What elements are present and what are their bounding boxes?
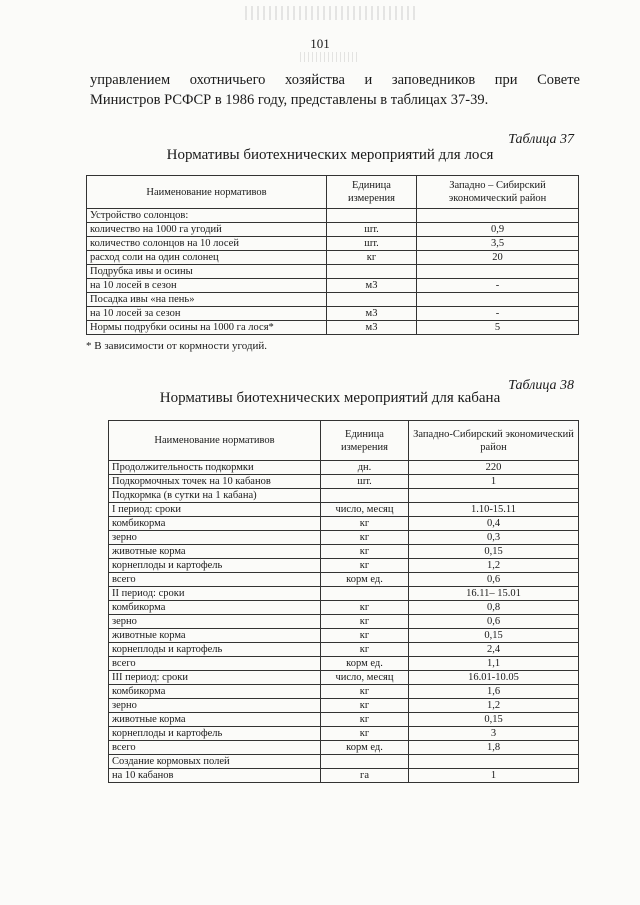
cell-unit: кг <box>321 559 409 573</box>
cell-unit: кг <box>321 615 409 629</box>
cell-unit <box>321 587 409 601</box>
cell-value <box>409 489 579 503</box>
cell-name: животные корма <box>109 629 321 643</box>
cell-name: корнеплоды и картофель <box>109 643 321 657</box>
column-header-unit: Единица измерения <box>327 176 417 209</box>
cell-name: III период: сроки <box>109 671 321 685</box>
cell-unit: кг <box>321 699 409 713</box>
table-row <box>109 545 579 559</box>
cell-name: зерно <box>109 531 321 545</box>
cell-name: корнеплоды и картофель <box>109 727 321 741</box>
cell-unit: кг <box>321 643 409 657</box>
cell-value: 0,15 <box>409 629 579 643</box>
table-row <box>109 475 579 489</box>
cell-name: Создание кормовых полей <box>109 755 321 769</box>
cell-name: на 10 кабанов <box>109 769 321 783</box>
cell-name: всего <box>109 741 321 755</box>
column-header-name: Наименование нормативов <box>109 421 321 461</box>
cell-unit: число, месяц <box>321 671 409 685</box>
cell-unit: кг <box>321 629 409 643</box>
table-row <box>109 755 579 769</box>
cell-value: 1,2 <box>409 559 579 573</box>
cell-name: всего <box>109 657 321 671</box>
table-row <box>109 503 579 517</box>
cell-name: зерно <box>109 615 321 629</box>
cell-unit: кг <box>321 531 409 545</box>
cell-name: животные корма <box>109 545 321 559</box>
cell-unit: корм ед. <box>321 741 409 755</box>
cell-value: 0,8 <box>409 601 579 615</box>
cell-value: 1,1 <box>409 657 579 671</box>
cell-unit: корм ед. <box>321 573 409 587</box>
intro-paragraph <box>90 70 580 110</box>
cell-unit: корм ед. <box>321 657 409 671</box>
table-row <box>87 265 579 279</box>
cell-unit <box>321 755 409 769</box>
cell-value: 0,6 <box>409 615 579 629</box>
table-row <box>109 587 579 601</box>
cell-value: 3,5 <box>417 237 579 251</box>
cell-unit: га <box>321 769 409 783</box>
table37-header-row <box>87 176 579 209</box>
cell-name: корнеплоды и картофель <box>109 559 321 573</box>
cell-name: Подрубка ивы и осины <box>87 265 327 279</box>
cell-name: комбикорма <box>109 685 321 699</box>
cell-name: Подкормочных точек на 10 кабанов <box>109 475 321 489</box>
table-row <box>87 279 579 293</box>
cell-unit: м3 <box>327 321 417 335</box>
table-row <box>87 321 579 335</box>
table-row <box>109 699 579 713</box>
column-header-region: Западно – Сибирский экономический район <box>417 176 579 209</box>
cell-value <box>409 755 579 769</box>
cell-unit: м3 <box>327 279 417 293</box>
table37-footnote: * В зависимости от кормности угодий. <box>86 340 267 352</box>
table-row <box>87 307 579 321</box>
cell-unit: шт. <box>321 475 409 489</box>
table-row <box>109 461 579 475</box>
cell-name: животные корма <box>109 713 321 727</box>
table-row <box>109 629 579 643</box>
table-row <box>109 573 579 587</box>
cell-value: 2,4 <box>409 643 579 657</box>
cell-name: Нормы подрубки осины на 1000 га лося* <box>87 321 327 335</box>
cell-unit: м3 <box>327 307 417 321</box>
table-row <box>87 251 579 265</box>
cell-value <box>417 293 579 307</box>
cell-name: комбикорма <box>109 517 321 531</box>
cell-value: - <box>417 307 579 321</box>
cell-unit: шт. <box>327 223 417 237</box>
cell-unit: дн. <box>321 461 409 475</box>
cell-name: Подкормка (в сутки на 1 кабана) <box>109 489 321 503</box>
cell-value: 0,4 <box>409 517 579 531</box>
cell-value: 1 <box>409 769 579 783</box>
cell-name: всего <box>109 573 321 587</box>
table37-title: Нормативы биотехнических мероприятий для лося <box>166 147 494 163</box>
cell-value: 20 <box>417 251 579 265</box>
cell-name: Устройство солонцов: <box>87 209 327 223</box>
cell-name: на 10 лосей за сезон <box>87 307 327 321</box>
table-row <box>109 657 579 671</box>
cell-value <box>417 209 579 223</box>
cell-unit <box>327 209 417 223</box>
scan-smudge <box>245 6 415 20</box>
cell-name: II период: сроки <box>109 587 321 601</box>
table-row <box>109 671 579 685</box>
cell-value: 1.10-15.11 <box>409 503 579 517</box>
table37 <box>86 175 579 335</box>
cell-value: 1 <box>409 475 579 489</box>
cell-name: расход соли на один солонец <box>87 251 327 265</box>
cell-unit: кг <box>321 685 409 699</box>
table-row <box>109 615 579 629</box>
cell-value: 220 <box>409 461 579 475</box>
table-row <box>109 685 579 699</box>
table-row <box>109 727 579 741</box>
table-row <box>87 209 579 223</box>
table-row <box>109 517 579 531</box>
cell-name: зерно <box>109 699 321 713</box>
column-header-name: Наименование нормативов <box>87 176 327 209</box>
column-header-unit: Единица измерения <box>321 421 409 461</box>
cell-value: 0,6 <box>409 573 579 587</box>
cell-name: I период: сроки <box>109 503 321 517</box>
table38-header-row <box>109 421 579 461</box>
cell-value: 16.11– 15.01 <box>409 587 579 601</box>
table38-caption: Таблица 38 <box>508 378 574 393</box>
cell-value: - <box>417 279 579 293</box>
cell-unit <box>327 265 417 279</box>
cell-value: 1,8 <box>409 741 579 755</box>
cell-unit <box>321 489 409 503</box>
table-row <box>87 293 579 307</box>
intro-line-2: Министров РСФСР в 1986 году, представлены в таблицах 37-39. <box>90 92 489 108</box>
table-row <box>109 489 579 503</box>
cell-value: 1,6 <box>409 685 579 699</box>
cell-value: 0,15 <box>409 545 579 559</box>
cell-value: 0,15 <box>409 713 579 727</box>
table-row <box>109 559 579 573</box>
cell-unit: кг <box>321 545 409 559</box>
cell-value: 1,2 <box>409 699 579 713</box>
table37-caption: Таблица 37 <box>508 132 574 147</box>
scan-smudge <box>300 52 360 62</box>
table-row <box>87 237 579 251</box>
table-row <box>109 531 579 545</box>
cell-value: 0,9 <box>417 223 579 237</box>
intro-line-1: управлением охотничьего хозяйства и заповедников при Совете <box>90 72 580 88</box>
cell-name: количество на 1000 га угодий <box>87 223 327 237</box>
table-row <box>109 741 579 755</box>
table-row <box>109 769 579 783</box>
cell-value: 16.01-10.05 <box>409 671 579 685</box>
table-row <box>109 713 579 727</box>
cell-name: Посадка ивы «на пень» <box>87 293 327 307</box>
cell-unit: шт. <box>327 237 417 251</box>
cell-value: 5 <box>417 321 579 335</box>
cell-unit: число, месяц <box>321 503 409 517</box>
table-row <box>109 601 579 615</box>
page-number: 101 <box>310 36 330 51</box>
cell-unit: кг <box>321 727 409 741</box>
cell-name: Продолжительность подкормки <box>109 461 321 475</box>
column-header-region: Западно-Сибирский экономический район <box>409 421 579 461</box>
table38 <box>108 420 579 783</box>
table-row <box>109 643 579 657</box>
cell-name: количество солонцов на 10 лосей <box>87 237 327 251</box>
cell-unit: кг <box>327 251 417 265</box>
cell-name: комбикорма <box>109 601 321 615</box>
table38-title: Нормативы биотехнических мероприятий для кабана <box>159 390 501 406</box>
cell-unit: кг <box>321 517 409 531</box>
table-row <box>87 223 579 237</box>
cell-unit: кг <box>321 601 409 615</box>
cell-unit: кг <box>321 713 409 727</box>
cell-name: на 10 лосей в сезон <box>87 279 327 293</box>
cell-unit <box>327 293 417 307</box>
cell-value <box>417 265 579 279</box>
cell-value: 3 <box>409 727 579 741</box>
cell-value: 0,3 <box>409 531 579 545</box>
